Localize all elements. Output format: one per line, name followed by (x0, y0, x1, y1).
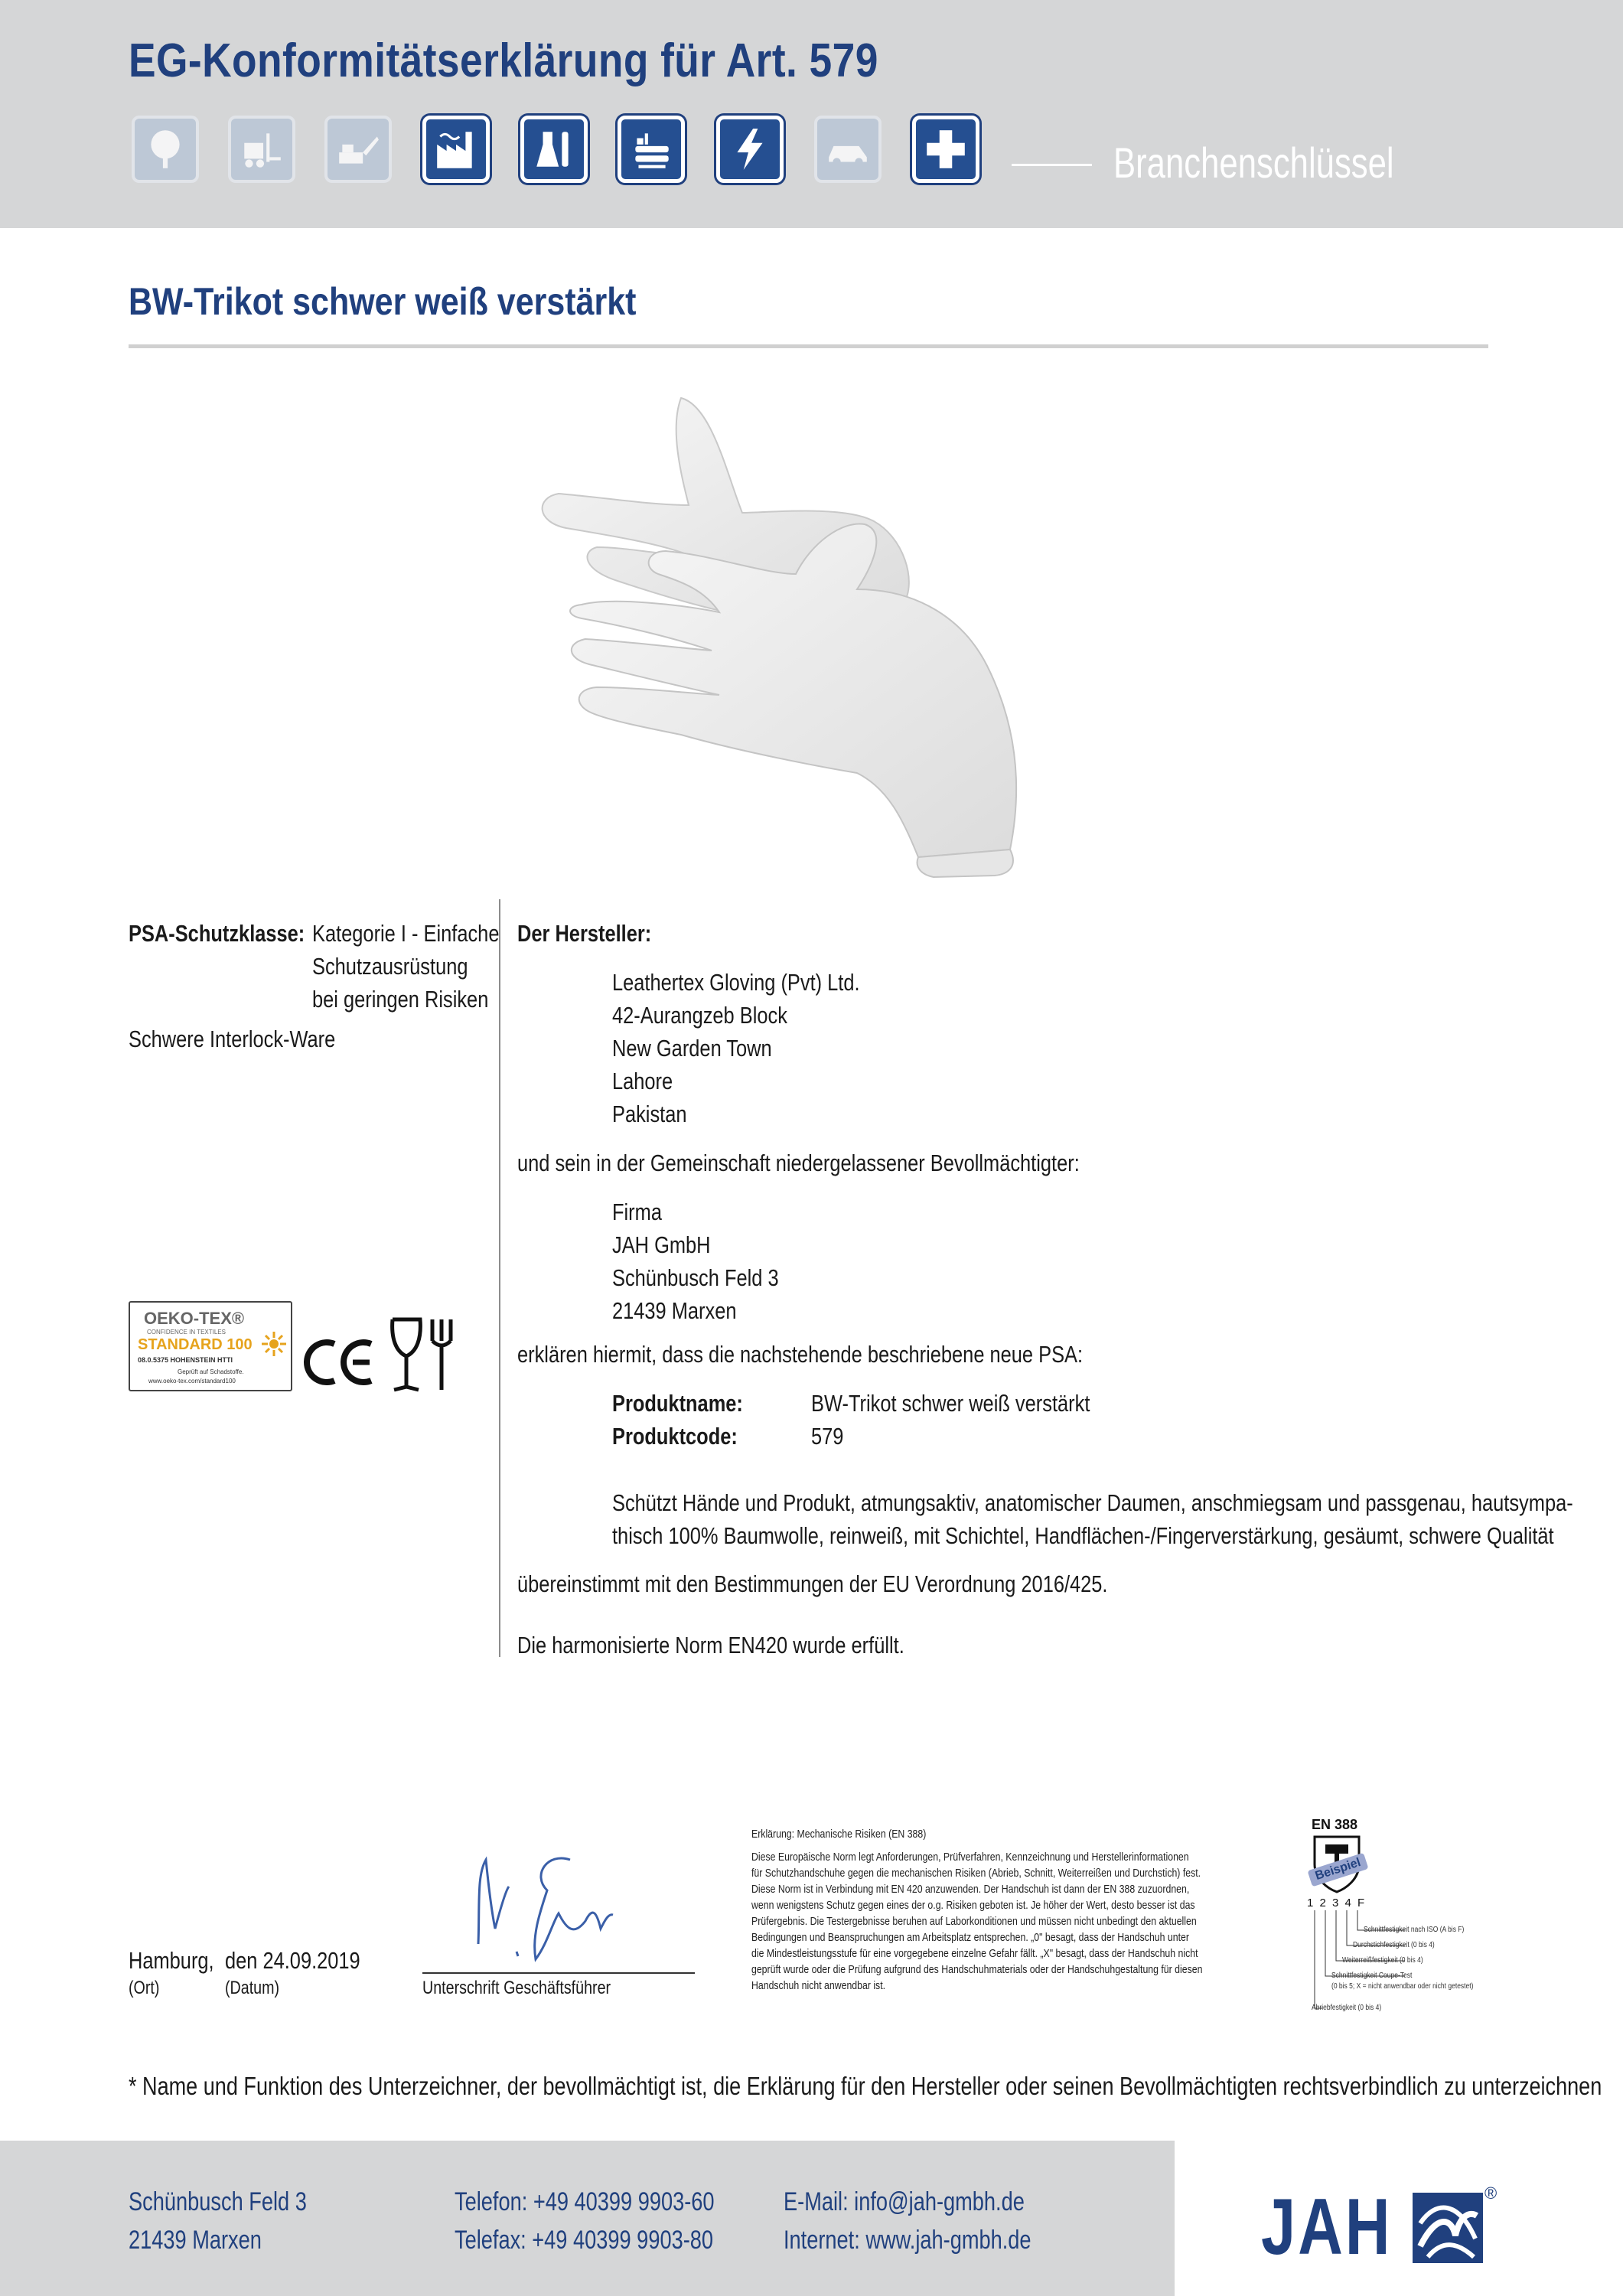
psa-value-line: Schutzausrüstung (312, 953, 468, 980)
forklift-icon (228, 116, 295, 183)
oeko-tagline: CONFIDENCE IN TEXTILES (147, 1329, 226, 1336)
description-line: Schützt Hände und Produkt, atmungsaktiv, anatomischer Daumen, anschmiegsam und passgenau, hautsympa- (612, 1489, 1573, 1516)
explanation-line: Diese Norm ist in Verbindung mit EN 420 anzuwenden. Der Handschuh ist dann der EN 388 zuzuordnen, (751, 1883, 1190, 1896)
oeko-url: www.oeko-tex.com/standard100 (148, 1378, 236, 1384)
en388-label: EN 388 (1312, 1817, 1358, 1832)
explanation-line: die Mindestleistungsstufe für eine vorgegebene einzelne Gefahr fällt. „X" besagt, dass der Handschuh nicht (751, 1947, 1198, 1960)
explanation-line: Prüfergebnis. Die Testergebnisse beruhen auf Laborkonditionen und müssen nicht unbedingt den aktuellen (751, 1915, 1197, 1928)
regulation-text: übereinstimmt mit den Bestimmungen der EU Verordnung 2016/425. (517, 1570, 1108, 1597)
material-text: Schwere Interlock-Ware (129, 1026, 336, 1052)
signature-place: Hamburg, (129, 1947, 214, 1974)
footer-website[interactable]: Internet: www.jah-gmbh.de (784, 2226, 1031, 2255)
glove-image (490, 390, 1163, 880)
en388-example-badge: Beispiel (1307, 1853, 1368, 1887)
oeko-standard: STANDARD 100 (138, 1336, 253, 1353)
explanation-line: Bedingungen und Beanspruchungen am Arbeitsplatz entsprechen. „0" besagt, dass der Handschuh unter (751, 1931, 1189, 1944)
footer-address-line: 21439 Marxen (129, 2226, 262, 2255)
representative-line: Firma (612, 1199, 662, 1225)
psa-value-line: Kategorie I - Einfache (312, 920, 500, 947)
construction-icon (324, 116, 392, 183)
explanation-line: wenn wenigstens Schutz gegen eines der o.g. Risiken geboten ist. Je höher der Wert, desto besser ist das (751, 1899, 1195, 1912)
manufacturer-line: 42-Aurangzeb Block (612, 1002, 787, 1029)
explanation-line: Diese Europäische Norm legt Anforderungen, Prüfverfahren, Kennzeichnung und Herstellerinformationen (751, 1851, 1189, 1864)
en388-legend-line: (0 bis 5; X = nicht anwendbar oder nicht getestet) (1331, 1982, 1474, 1991)
registered-mark: ® (1484, 2183, 1498, 2203)
manufacturer-line: Leathertex Gloving (Pvt) Ltd. (612, 969, 860, 996)
jah-logo-mark-icon (1413, 2193, 1483, 2263)
product-name-value: BW-Trikot schwer weiß verstärkt (811, 1390, 1090, 1417)
tree-icon (132, 116, 199, 183)
norm-text: Die harmonisierte Norm EN420 wurde erfüllt. (517, 1632, 904, 1658)
product-code-value: 579 (811, 1423, 844, 1450)
factory-icon (422, 116, 490, 183)
representative-intro: und sein in der Gemeinschaft niedergelassener Bevollmächtigter: (517, 1150, 1080, 1176)
footer-fax: Telefax: +49 40399 9903-80 (455, 2226, 714, 2255)
signature-date: den 24.09.2019 (225, 1947, 360, 1974)
jah-logo-text: JAH (1261, 2183, 1393, 2272)
branch-divider (1012, 164, 1092, 166)
footer-band (0, 2141, 1175, 2296)
branch-label: Branchenschlüssel (1113, 139, 1394, 187)
product-title: BW-Trikot schwer weiß verstärkt (129, 280, 637, 323)
product-code-label: Produktcode: (612, 1423, 738, 1450)
product-name-label: Produktname: (612, 1390, 743, 1417)
oeko-flower-icon (260, 1330, 288, 1358)
food-safe-icon (386, 1315, 463, 1394)
explanation-title: Erklärung: Mechanische Risiken (EN 388) (751, 1828, 927, 1841)
description-line: thisch 100% Baumwolle, reinweiß, mit Schichtel, Handflächen-/Fingerverstärkung, gesäumt, schwere Qualität (612, 1522, 1554, 1549)
representative-line: JAH GmbH (612, 1231, 711, 1258)
electricity-icon (716, 116, 784, 183)
signature-line (422, 1972, 695, 1974)
oeko-tex-label (129, 1301, 292, 1391)
jah-logo (1261, 2177, 1514, 2272)
explanation-line: geprüft wurde oder die Prüfung aufgrund des Handschuhmaterials oder der Handschuhgestaltung für diesen (751, 1963, 1203, 1976)
psa-label: PSA-Schutzklasse: (129, 920, 305, 947)
footer-phone: Telefon: +49 40399 9903-60 (455, 2187, 715, 2216)
document-title: EG-Konformitätserklärung für Art. 579 (129, 34, 878, 87)
footnote: * Name und Funktion des Unterzeichner, der bevollmächtigt ist, die Erklärung für den Hersteller oder seinen Bevollmächtigten rechtsverbindlich zu unterzeichnen (129, 2072, 1602, 2100)
explanation-line: Handschuh nicht anwendbar ist. (751, 1979, 886, 1992)
en388-legend-line: Schnittfestigkeit Coupe-Test (1331, 1971, 1413, 1980)
column-divider (499, 899, 500, 1657)
en388-pictogram (1301, 1814, 1492, 2043)
manufacturer-line: Lahore (612, 1068, 673, 1094)
en388-legend-line: Abriebfestigkeit (0 bis 4) (1312, 2004, 1382, 2012)
manufacturer-line: Pakistan (612, 1101, 687, 1127)
en388-legend-line: Weiterreißfestigkeit (0 bis 4) (1342, 1956, 1423, 1965)
en388-legend-line: Schnittfestigkeit nach ISO (A bis F) (1364, 1926, 1465, 1934)
food-processing-icon (618, 116, 685, 183)
footer-address-line: Schünbusch Feld 3 (129, 2187, 307, 2216)
signer-caption: Unterschrift Geschäftsführer (422, 1978, 611, 1998)
title-divider (129, 344, 1488, 348)
handwritten-signature (463, 1844, 616, 1975)
footer-email[interactable]: E-Mail: info@jah-gmbh.de (784, 2187, 1025, 2216)
oeko-note: Geprüft auf Schadstoffe. (178, 1368, 244, 1375)
en388-digits: 1 2 3 4 F (1307, 1896, 1367, 1910)
manufacturer-line: New Garden Town (612, 1035, 772, 1062)
lab-flask-icon (520, 116, 588, 183)
medical-cross-icon (912, 116, 979, 183)
place-caption: (Ort) (129, 1978, 160, 1998)
manufacturer-label: Der Hersteller: (517, 920, 652, 947)
oeko-brand: OEKO-TEX® (144, 1309, 245, 1328)
date-caption: (Datum) (225, 1978, 280, 1998)
en388-legend-line: Durchstichfestigkeit (0 bis 4) (1353, 1941, 1435, 1949)
declare-intro: erklären hiermit, dass die nachstehende beschriebene neue PSA: (517, 1341, 1084, 1368)
explanation-line: für Schutzhandschuhe gegen die mechanischen Risiken (Abrieb, Schnitt, Weiterreißen und Durchstich) fest. (751, 1867, 1201, 1880)
representative-line: 21439 Marxen (612, 1297, 737, 1324)
ce-mark-icon (302, 1338, 376, 1387)
representative-line: Schünbusch Feld 3 (612, 1264, 779, 1291)
oeko-certificate: 08.0.5375 HOHENSTEIN HTTI (138, 1356, 233, 1364)
psa-value-line: bei geringen Risiken (312, 986, 489, 1013)
car-icon (814, 116, 882, 183)
header-band (0, 0, 1623, 228)
